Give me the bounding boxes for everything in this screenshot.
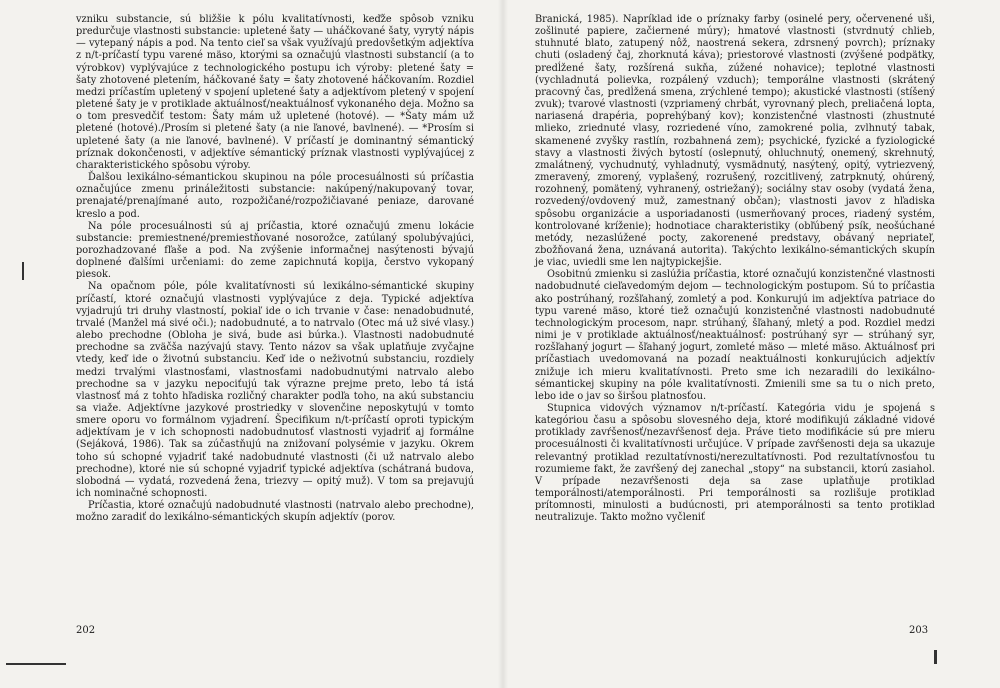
left-paragraph: Na póle procesuálnosti sú aj príčastia, ktoré označujú zmenu lokácie substancie: premiestnené/premiestňované nosorožce, zatúlaný spolubývajúci, porozhadzované fľaše a pod. Na zvýšenie informačnej nasýtenosti bývajú doplnené ďalšími určeniami: do zeme zapichnutá kopija, čerstvo vykopaný piesok. bbox=[76, 220, 474, 281]
scan-mark bbox=[22, 262, 24, 280]
right-page-number: 203 bbox=[909, 625, 929, 636]
right-paragraph: Stupnica vidových významov n/t-príčastí. Kategória vidu je spojená s kategóriou času a spôsobu slovesného deja, ktoré modifikujú základné vidové protiklady zavŕšenosť/nezavŕšenosť deja. Práve tieto modifikácie sú pre mieru procesuálnosti či kvalitatívnosti určujúce. V prípade zavŕšenosti deja sa ukazuje relevantný protiklad rezultatívnosti/nerezultatívnosti. Pod rezultatívnosťou tu rozumieme fakt, že zavŕšený dej zanechal „stopy“ na substancii, ktorú zasiahol. V prípade nezavŕšenosti deja sa zase uplatňuje protiklad temporálnosti/atemporálnosti. Pri temporálnosti sa rozlišuje protiklad prítomnosti, minulosti a budúcnosti, pri atemporálnosti sa tento protiklad neutralizuje. Takto možno vyčleniť bbox=[535, 403, 935, 524]
scan-mark bbox=[934, 650, 937, 664]
left-paragraph: Príčastia, ktoré označujú nadobudnuté vlastnosti (natrvalo alebo prechodne), možno zaradiť do lexikálno-sémantických skupín adjektív (porov. bbox=[76, 500, 474, 524]
right-page-text bbox=[535, 14, 935, 525]
left-page-text bbox=[76, 14, 474, 525]
left-page-number: 202 bbox=[76, 625, 96, 636]
scan-mark bbox=[6, 663, 66, 665]
left-paragraph: Na opačnom póle, póle kvalitatívnosti sú lexikálno-sémantické skupiny príčastí, ktoré označujú vlastnosti vyplývajúce z deja. Typické adjektíva vyjadrujú tri druhy vlastností, pokiaľ ide o ich trvanie v čase: nenadobudnuté, trvalé (Manžel má sivé oči.); nadobudnuté, a to natrvalo (Otec má už sivé vlasy.) alebo prechodne (Obloha je sivá, bude asi búrka.). Vlastnosti nadobudnuté prechodne sa zväčša nazývajú stavy. Tento názov sa však uplatňuje zvyčajne vtedy, keď ide o životnú substanciu. Keď ide o neživotnú substanciu, rozdiely medzi trvalými vlastnosťami, vlastnosťami nadobudnutými natrvalo alebo prechodne sa v jazyku nepociťujú tak výrazne prejme preto, lebo tá istá vlastnosť má z tohto hľadiska rozličný charakter podľa toho, na akú substanciu sa viaže. Adjektívne jazykové prostriedky v slovenčine neposkytujú v tomto smere oporu vo formálnom vyjadrení. Špecifikum n/t-príčastí oproti typickým adjektívam je v ich schopnosti nadobudnutosť vlastnosti vyjadriť aj formálne (Sejáková, 1986). Tak sa zúčastňujú na znižovaní polysémie v jazyku. Okrem toho sú schopné vyjadriť také nadobudnuté vlastnosti (či už natrvalo alebo prechodne), ktoré nie sú schopné vyjadriť typické adjektíva (schátraná budova, slobodná — vydatá, rozvedená žena, triezvy — opitý muž). V tom sa prejavujú ich nominačné schopnosti. bbox=[76, 281, 474, 500]
left-paragraph: Ďalšou lexikálno-sémantickou skupinou na póle procesuálnosti sú príčastia označujúce zmenu prináležitosti substancie: nakúpený/nakupovaný tovar, prenajaté/prenajímané auto, rozpožičané/rozpožičiavané peniaze, darované kreslo a pod. bbox=[76, 172, 474, 220]
right-paragraph: Osobitnú zmienku si zaslúžia príčastia, ktoré označujú konzistenčné vlastnosti nadobudnuté cieľavedomým dejom — technologickým postupom. Sú to príčastia ako postrúhaný, rozšľahaný, zomletý a pod. Konkurujú im adjektíva patriace do typu varené mäso, ktoré tiež označujú konzistenčné vlastnosti nadobudnuté technologickým procesom, napr. strúhaný, šľahaný, mletý a pod. Rozdiel medzi nimi je v protiklade aktuálnosť/neaktuálnosť: postrúhaný syr — strúhaný syr, rozšľahaný jogurt — šľahaný jogurt, zomleté mäso — mleté mäso. Aktuálnosť pri príčastiach uvedomovaná na pozadí neaktuálnosti konkurujúcich adjektív znižuje ich mieru kvalitatívnosti. Preto sme ich nezaradili do lexikálno-sémantickej skupiny na póle kvalitatívnosti. Zmienili sme sa tu o nich preto, lebo ide o jav so širšou platnosťou. bbox=[535, 269, 935, 402]
right-paragraph: Branická, 1985). Napríklad ide o príznaky farby (osinelé pery, očervenené uši, zošlinuté papiere, začiernené múry); hmatové vlastnosti (stvrdnutý chlieb, stuhnuté blato, zatupený nôž, naostrená sekera, zdrsnený povrch); príznaky chuti (osladený čaj, zhorknutá káva); priestorové vlastnosti (zvýšené podpätky, predĺžené šaty, rozšírená sukňa, zúžené nohavice); teplotné vlastnosti (vychladnutá polievka, rozpálený vzduch); temporálne vlastnosti (skrátený pracovný čas, predĺžená smena, zrýchlené tempo); akustické vlastnosti (stíšený zvuk); tvarové vlastnosti (vzpriamený chrbát, vyrovnaný plech, preliačená lopta, nariasená drapéria, poprehýbaný kov); konzistenčné vlastnosti (zhustnuté mlieko, zriednuté vlasy, rozriedené víno, zamokrené polia, zvlhnutý tabak, skamenené zvyšky rastlín, rozbahnená zem); psychické, fyzické a fyziologické stavy a vlastnosti živých bytostí (oslepnutý, ohluchnutý, onemený, skrehnutý, zmalátnený, vychudnutý, vyhladnutý, vysmädnutý, nasýtený, opitý, vytriezvený, zmeravený, zmorený, vyplašený, rozrušený, rozcitlivený, zatrpknutý, ohúrený, rozohnený, pomätený, vyhranený, ostriežaný); sociálny stav osoby (vydatá žena, rozvedený/ovdovený muž, zamestnaný občan); vlastnosti javov z hľadiska spôsobu organizácie a usporiadanosti (usmerňovaný proces, riadený systém, kontrolované kríženie); hodnotiace charakteristiky (obľúbený psík, neošúchané metódy, nezaslúžené pocty, zakorenené predstavy, obávaný nepriateľ, zbožňovaná žena, uznávaná autorita). Takýchto lexikálno-sémantických skupín je viac, uviedli sme len najtypickejšie. bbox=[535, 14, 935, 269]
book-gutter bbox=[498, 0, 508, 688]
left-paragraph: vzniku substancie, sú bližšie k pólu kvalitatívnosti, keďže spôsob vzniku predurčuje vlastnosti substancie: upletené šaty — uháčkované šaty, vyrytý nápis — vytepaný nápis a pod. Na tento cieľ sa však využívajú predovšetkým adjektíva z n/t-príčastí typu varené mäso, ktorými sa označujú vlastnosti substancií (a to výrobkov) vyplývajúce z technologického postupu ich výroby: pletené šaty = šaty zhotovené pletením, háčkované šaty = šaty zhotovené háčkovaním. Rozdiel medzi príčastím upletený v spojení upletené šaty a adjektívom pletený v spojení pletené šaty je v protiklade aktuálnosť/neaktuálnosť vykonaného deja. Možno sa o tom presvedčiť testom: Šaty mám už upletené (hotové). — *Šaty mám už pletené (hotové)./Prosím si pletené šaty (a nie ľanové, bavlnené). — *Prosím si upletené šaty (a nie ľanové, bavlnené). V príčastí je dominantný sémantický príznak dokončenosti, v adjektíve sémantický príznak vlastnosti vyplývajúcej z charakteristického spôsobu výroby. bbox=[76, 14, 474, 171]
